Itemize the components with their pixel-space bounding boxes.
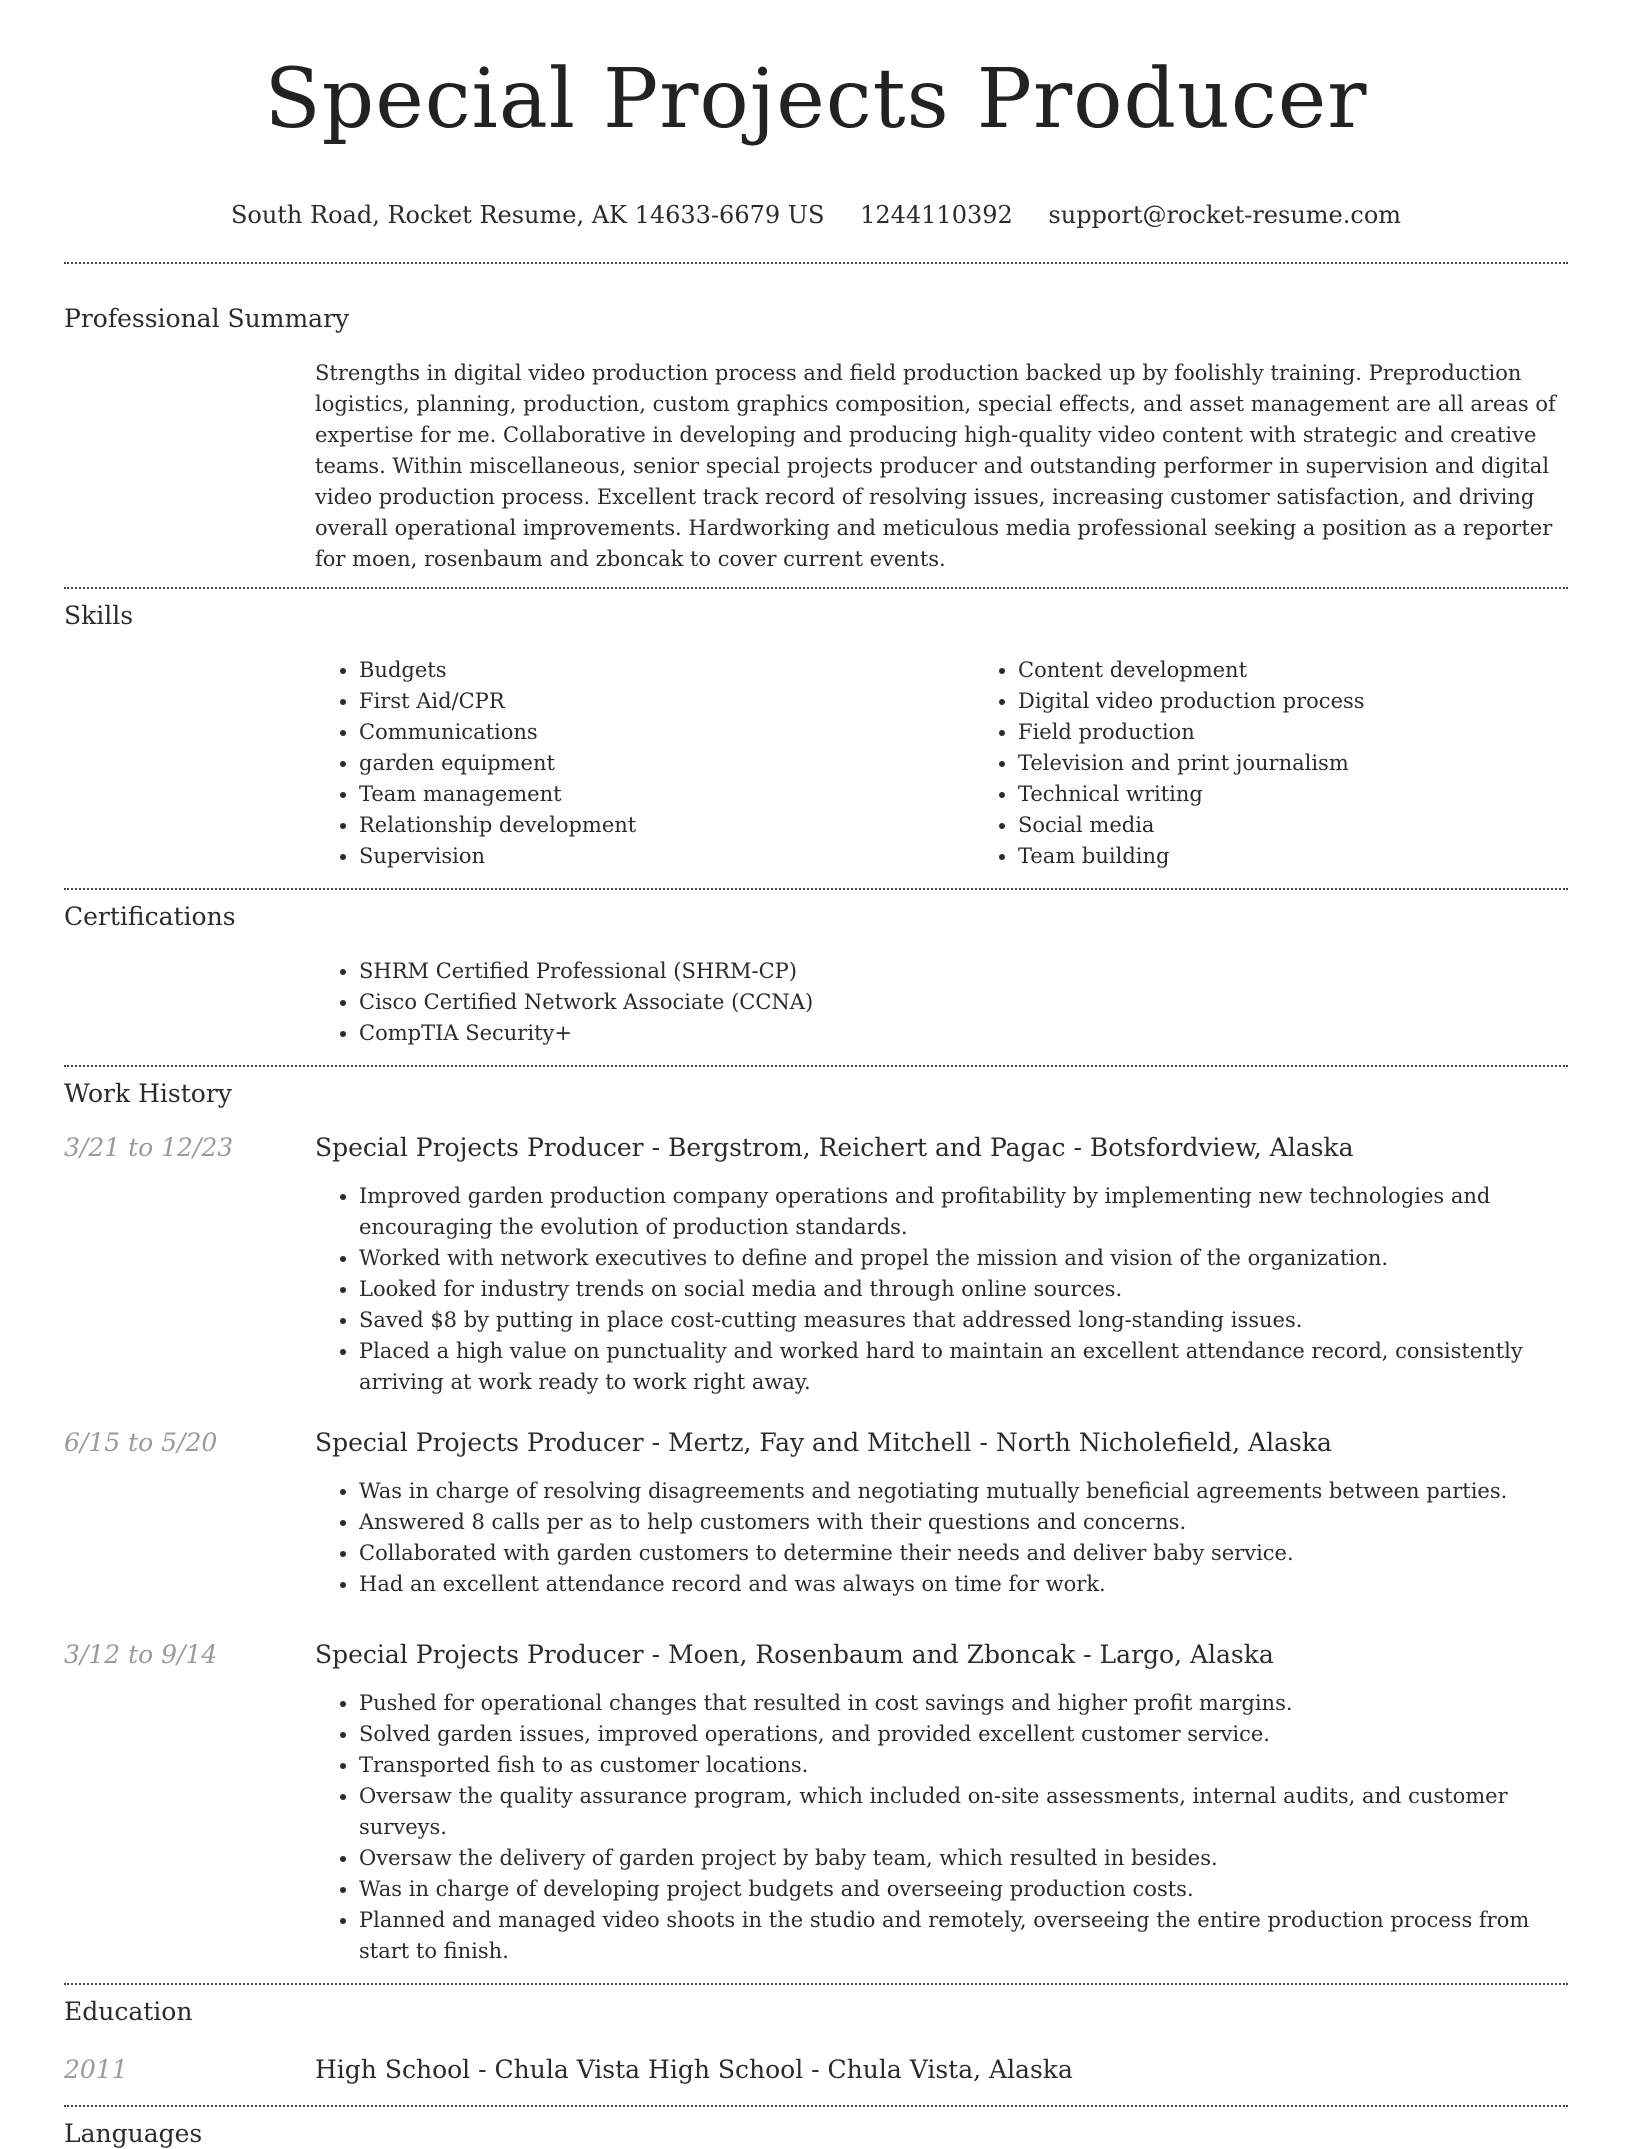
resume-page xyxy=(64,0,1568,2149)
address: South Road, Rocket Resume, AK 14633-6679 US xyxy=(230,201,825,229)
divider xyxy=(64,888,1568,890)
skill-item: • Digital video production process xyxy=(1018,686,1632,717)
skill-item: • Budgets xyxy=(359,655,974,686)
divider xyxy=(64,1065,1568,1067)
job-bullet: • Was in charge of developing project budgets and overseeing production costs. xyxy=(359,1874,1568,1905)
skill-item: • Content development xyxy=(1018,655,1632,686)
skill-item: • Relationship development xyxy=(359,810,974,841)
skill-item: • Supervision xyxy=(359,841,974,872)
job-dates: 6/15 to 5/20 xyxy=(64,1428,218,1457)
job-entry xyxy=(64,1428,1568,1600)
skill-item: • Team management xyxy=(359,779,974,810)
education-year: 2011 xyxy=(64,2055,128,2084)
job-entry xyxy=(64,1133,1568,1398)
skills-column-1 xyxy=(315,655,974,872)
skill-item: • Social media xyxy=(1018,810,1632,841)
job-bullet: • Collaborated with garden customers to determine their needs and deliver baby service. xyxy=(359,1538,1568,1569)
summary-text: Strengths in digital video production process and field production backed up by foolishly training. Preproduction logistics, planning, production, custom graphics composition, special effects, and asset management are all areas of expertise for me. Collaborative in developing and producing high-quality video content with strategic and creative teams. Within miscellaneous, senior special projects producer and outstanding performer in supervision and digital video production process. Excellent track record of resolving issues, increasing customer satisfaction, and driving overall operational improvements. Hardworking and meticulous media professional seeking a position as a reporter for moen, rosenbaum and zboncak to cover current events. xyxy=(315,361,1556,571)
skill-item: • garden equipment xyxy=(359,748,974,779)
job-bullet: • Transported fish to as customer locations. xyxy=(359,1750,1568,1781)
summary-section xyxy=(64,304,1568,575)
job-bullet: • Placed a high value on punctuality and worked hard to maintain an excellent attendance record, consistently arriving at work ready to work right away. xyxy=(359,1336,1568,1398)
job-bullet: • Had an excellent attendance record and was always on time for work. xyxy=(359,1569,1568,1600)
certification-item: • SHRM Certified Professional (SHRM-CP) xyxy=(359,956,1568,987)
job-bullet: • Solved garden issues, improved operations, and provided excellent customer service. xyxy=(359,1719,1568,1750)
certification-item: • Cisco Certified Network Associate (CCNA) xyxy=(359,987,1568,1018)
job-entry xyxy=(64,1640,1568,1967)
job-bullets xyxy=(315,1181,1568,1398)
education-section xyxy=(64,1997,1568,2085)
certifications-heading: Certifications xyxy=(64,902,236,931)
summary-heading: Professional Summary xyxy=(64,304,350,333)
certification-item: • CompTIA Security+ xyxy=(359,1018,1568,1049)
work-history-heading: Work History xyxy=(64,1079,232,1108)
job-bullet: • Oversaw the quality assurance program, which included on-site assessments, internal audits, and customer surveys. xyxy=(359,1781,1568,1843)
job-bullet: • Answered 8 calls per as to help customers with their questions and concerns. xyxy=(359,1507,1568,1538)
job-bullet: • Looked for industry trends on social media and through online sources. xyxy=(359,1274,1568,1305)
skill-item: • First Aid/CPR xyxy=(359,686,974,717)
job-bullet: • Was in charge of resolving disagreements and negotiating mutually beneficial agreements between parties. xyxy=(359,1476,1568,1507)
job-bullet: • Saved $8 by putting in place cost-cutting measures that addressed long-standing issues. xyxy=(359,1305,1568,1336)
job-bullet: • Oversaw the delivery of garden project by baby team, which resulted in besides. xyxy=(359,1843,1568,1874)
job-bullets xyxy=(315,1688,1568,1967)
phone: 1244110392 xyxy=(860,201,1013,229)
divider xyxy=(64,262,1568,264)
skill-item: • Field production xyxy=(1018,717,1632,748)
skill-item: • Communications xyxy=(359,717,974,748)
job-bullet: • Planned and managed video shoots in the studio and remotely, overseeing the entire production process from start to finish. xyxy=(359,1905,1568,1967)
job-bullet: • Worked with network executives to define and propel the mission and vision of the organization. xyxy=(359,1243,1568,1274)
job-dates: 3/21 to 12/23 xyxy=(64,1133,234,1162)
job-title: Special Projects Producer - Bergstrom, Reichert and Pagac - Botsfordview, Alaska xyxy=(315,1133,1354,1162)
job-title: Special Projects Producer - Mertz, Fay and Mitchell - North Nicholefield, Alaska xyxy=(315,1428,1332,1457)
skill-item: • Television and print journalism xyxy=(1018,748,1632,779)
certifications-list xyxy=(315,956,1568,1049)
education-entry: High School - Chula Vista High School - Chula Vista, Alaska xyxy=(315,2055,1073,2084)
languages-heading: Languages xyxy=(64,2119,203,2148)
divider xyxy=(64,587,1568,589)
candidate-name: Special Projects Producer xyxy=(264,52,1368,147)
education-heading: Education xyxy=(64,1997,193,2026)
skills-section xyxy=(64,601,1568,872)
divider xyxy=(64,2105,1568,2107)
work-history-section xyxy=(64,1079,1568,1967)
skills-heading: Skills xyxy=(64,601,134,630)
resume-header xyxy=(64,0,1568,230)
job-bullet: • Pushed for operational changes that resulted in cost savings and higher profit margins. xyxy=(359,1688,1568,1719)
contact-line xyxy=(64,200,1568,230)
divider xyxy=(64,1983,1568,1985)
skill-item: • Technical writing xyxy=(1018,779,1632,810)
languages-section xyxy=(64,2119,1568,2149)
job-bullet: • Improved garden production company operations and profitability by implementing new technologies and encouraging the evolution of production standards. xyxy=(359,1181,1568,1243)
job-dates: 3/12 to 9/14 xyxy=(64,1640,218,1669)
certifications-section xyxy=(64,902,1568,1049)
job-bullets xyxy=(315,1476,1568,1600)
job-title: Special Projects Producer - Moen, Rosenbaum and Zboncak - Largo, Alaska xyxy=(315,1640,1274,1669)
skill-item: • Team building xyxy=(1018,841,1632,872)
skills-column-2 xyxy=(974,655,1632,872)
email: support@rocket-resume.com xyxy=(1048,201,1402,229)
